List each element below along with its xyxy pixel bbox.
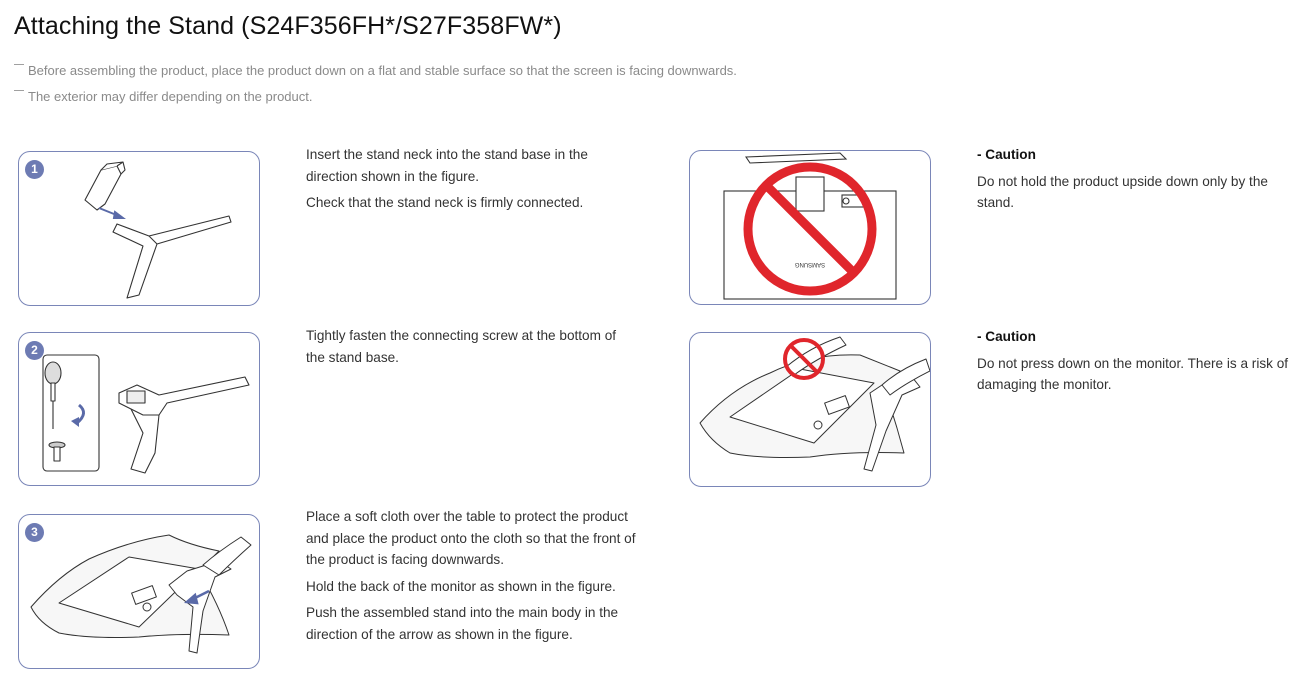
step-2-figure xyxy=(18,332,260,486)
step-1-paragraph: Insert the stand neck into the stand base in the direction shown in the figure. xyxy=(306,147,588,184)
step-3-paragraph: Hold the back of the monitor as shown in the figure. xyxy=(306,578,616,594)
caution-text: Do not hold the product upside down only by the stand. xyxy=(977,173,1268,210)
upside-down-prohibited-illustration xyxy=(690,151,931,305)
monitor-attach-illustration xyxy=(19,515,260,669)
caution-1 xyxy=(977,144,1297,219)
step-1-figure xyxy=(18,151,260,306)
step-number-badge: 1 xyxy=(25,160,44,179)
step-1-instructions xyxy=(306,144,636,219)
note-dash xyxy=(14,64,24,65)
screw-fasten-illustration xyxy=(19,333,260,486)
step-3-figure xyxy=(18,514,260,669)
step-number-badge: 2 xyxy=(25,341,44,360)
caution-1-figure xyxy=(689,150,931,305)
stand-neck-insert-illustration xyxy=(19,152,260,306)
step-2-paragraph: Tightly fasten the connecting screw at the bottom of the stand base. xyxy=(306,328,617,365)
note-text: The exterior may differ depending on the product. xyxy=(28,89,313,104)
brand-label: SAMSUNG xyxy=(794,261,826,267)
caution-text: Do not press down on the monitor. There is a risk of damaging the monitor. xyxy=(977,355,1289,392)
note-surface xyxy=(14,63,737,78)
step-3-paragraph: Push the assembled stand into the main body in the direction of the arrow as shown in the figure. xyxy=(306,605,619,642)
step-3-paragraph: Place a soft cloth over the table to protect the product and place the product onto the cloth so that the front of the product is facing downwards. xyxy=(306,509,636,567)
caution-heading: - Caution xyxy=(977,329,1036,344)
step-1-paragraph: Check that the stand neck is firmly connected. xyxy=(306,195,584,210)
note-text: Before assembling the product, place the product down on a flat and stable surface so that the screen is facing downwards. xyxy=(28,63,737,78)
page-title: Attaching the Stand (S24F356FH*/S27F358FW*) xyxy=(14,12,562,40)
press-down-prohibited-illustration xyxy=(690,333,931,487)
caution-2 xyxy=(977,326,1297,401)
caution-2-figure xyxy=(689,332,931,487)
note-exterior xyxy=(14,89,313,104)
note-dash xyxy=(14,90,24,91)
step-3-instructions xyxy=(306,506,636,650)
step-number-badge: 3 xyxy=(25,523,44,542)
step-2-instructions xyxy=(306,325,636,373)
caution-heading: - Caution xyxy=(977,147,1036,162)
